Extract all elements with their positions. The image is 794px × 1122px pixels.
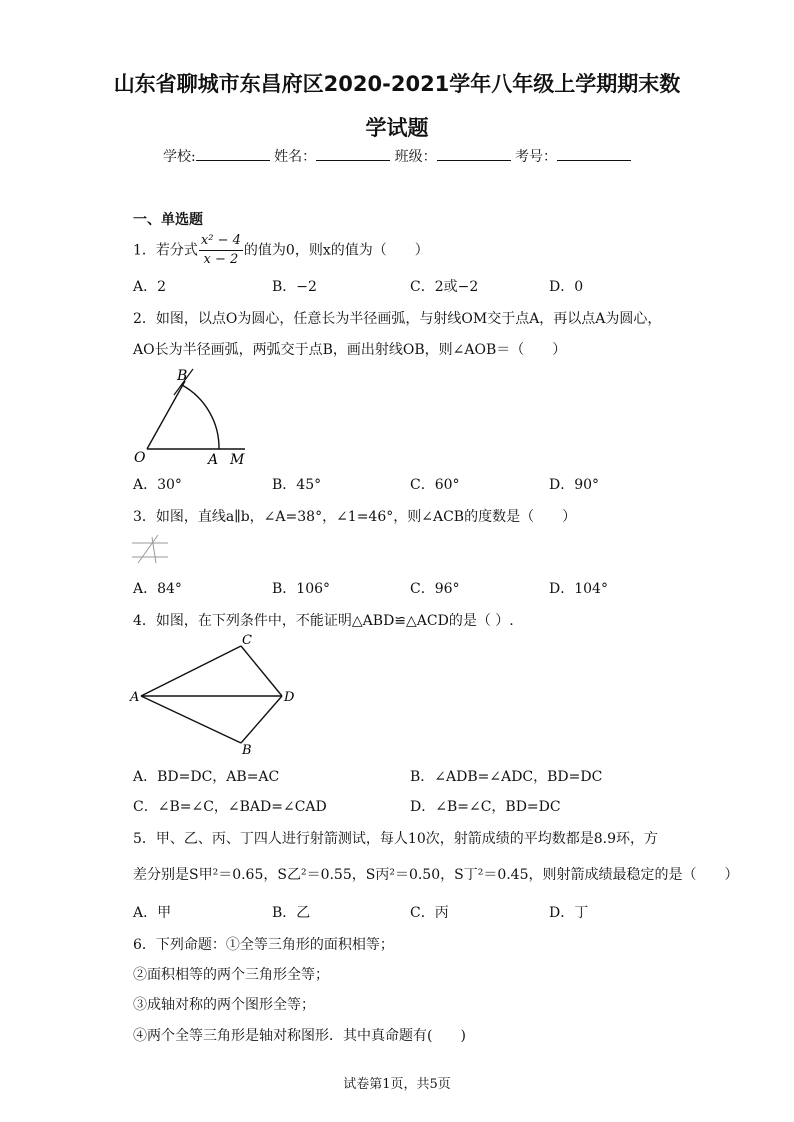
q4-option-c: C．∠B=∠C，∠BAD=∠CAD	[133, 799, 327, 815]
segment-bd	[241, 696, 282, 743]
q1-numerator: x² − 4	[199, 232, 243, 251]
q3-option-a: A．84°	[133, 581, 182, 597]
q6-line1: 6．下列命题：①全等三角形的面积相等；	[133, 937, 394, 953]
school-label: 学校:	[162, 149, 196, 165]
exam-no-blank[interactable]	[557, 148, 631, 161]
ray-ob	[147, 381, 185, 449]
arc-from-o	[182, 385, 219, 449]
q3-line1: 3．如图，直线a∥b，∠A=38°，∠1=46°，则∠ACB的度数是（ ）	[133, 509, 577, 525]
q5-option-c: C．丙	[410, 905, 449, 921]
name-label: 姓名：	[274, 149, 317, 165]
section-heading: 一、单选题	[133, 212, 203, 228]
class-label: 班级：	[394, 149, 437, 165]
q1-option-c: C．2或−2	[410, 279, 479, 295]
q2-option-b: B．45°	[272, 477, 322, 493]
page-title-line2: 学试题	[365, 116, 429, 140]
q3-option-b: B．106°	[272, 581, 331, 597]
q4-option-b: B．∠ADB=∠ADC，BD=DC	[410, 769, 603, 785]
q3-option-d: D．104°	[549, 581, 608, 597]
q5-option-a: A．甲	[133, 905, 172, 921]
q5-line2: 差分别是S甲²＝0.65，S乙²＝0.55，S丙²＝0.50，S丁²＝0.45，则射箭成绩最稳定的是（ ）	[133, 867, 739, 883]
label-c: C	[242, 633, 252, 648]
exam-no-label: 考号：	[515, 149, 558, 165]
q3-option-c: C．96°	[410, 581, 460, 597]
page-footer: 试卷第1页，共5页	[343, 1077, 451, 1092]
segment-cd	[241, 646, 282, 696]
q1-option-d: D．0	[549, 279, 584, 295]
q6-line2: ②面积相等的两个三角形全等；	[133, 967, 329, 983]
class-blank[interactable]	[437, 148, 511, 161]
label-a: A	[130, 690, 140, 705]
segment-ac	[141, 646, 241, 696]
q2-figure	[130, 363, 260, 468]
q1-option-b: B．−2	[272, 279, 317, 295]
label-a: A	[208, 452, 219, 468]
q6-line3: ③成轴对称的两个图形全等；	[133, 997, 315, 1013]
q4-option-d: D．∠B=∠C，BD=DC	[410, 799, 561, 815]
q2-option-a: A．30°	[133, 477, 182, 493]
question-1	[133, 232, 429, 269]
q1-option-a: A．2	[133, 279, 167, 295]
label-o: O	[134, 450, 146, 466]
q1-pre: 1．若分式	[133, 242, 198, 259]
q2-option-d: D．90°	[549, 477, 600, 493]
q1-fraction	[199, 232, 243, 269]
q5-line1: 5．甲、乙、丙、丁四人进行射箭测试，每人10次，射箭成绩的平均数都是8.9环，方	[133, 831, 658, 847]
q4-option-a: A．BD=DC，AB=AC	[133, 769, 280, 785]
q3-figure	[130, 533, 170, 565]
label-d: D	[284, 690, 295, 705]
label-b: B	[177, 368, 188, 384]
q2-line2: AO长为半径画弧，两弧交于点B，画出射线OB，则∠AOB＝（ ）	[133, 342, 567, 358]
school-blank[interactable]	[196, 148, 270, 161]
q4-line1: 4．如图，在下列条件中，不能证明△ABD≌△ACD的是（ ）.	[133, 613, 514, 629]
segment-ab	[141, 696, 241, 743]
student-info-line	[0, 146, 794, 166]
q2-option-c: C．60°	[410, 477, 460, 493]
name-blank[interactable]	[316, 148, 390, 161]
q5-option-d: D．丁	[549, 905, 589, 921]
q1-denominator: x − 2	[203, 252, 239, 267]
q2-line1: 2．如图，以点O为圆心，任意长为半径画弧，与射线OM交于点A，再以点A为圆心，	[133, 311, 662, 327]
q6-line4: ④两个全等三角形是轴对称图形．其中真命题有( )	[133, 1028, 466, 1044]
page-title-line1: 山东省聊城市东昌府区2020-2021学年八年级上学期期末数	[113, 72, 681, 96]
label-m: M	[230, 452, 245, 468]
label-b: B	[242, 743, 252, 758]
q4-figure	[128, 632, 308, 758]
q5-option-b: B．乙	[272, 905, 311, 921]
q1-post: 的值为0，则x的值为（ ）	[243, 242, 429, 259]
